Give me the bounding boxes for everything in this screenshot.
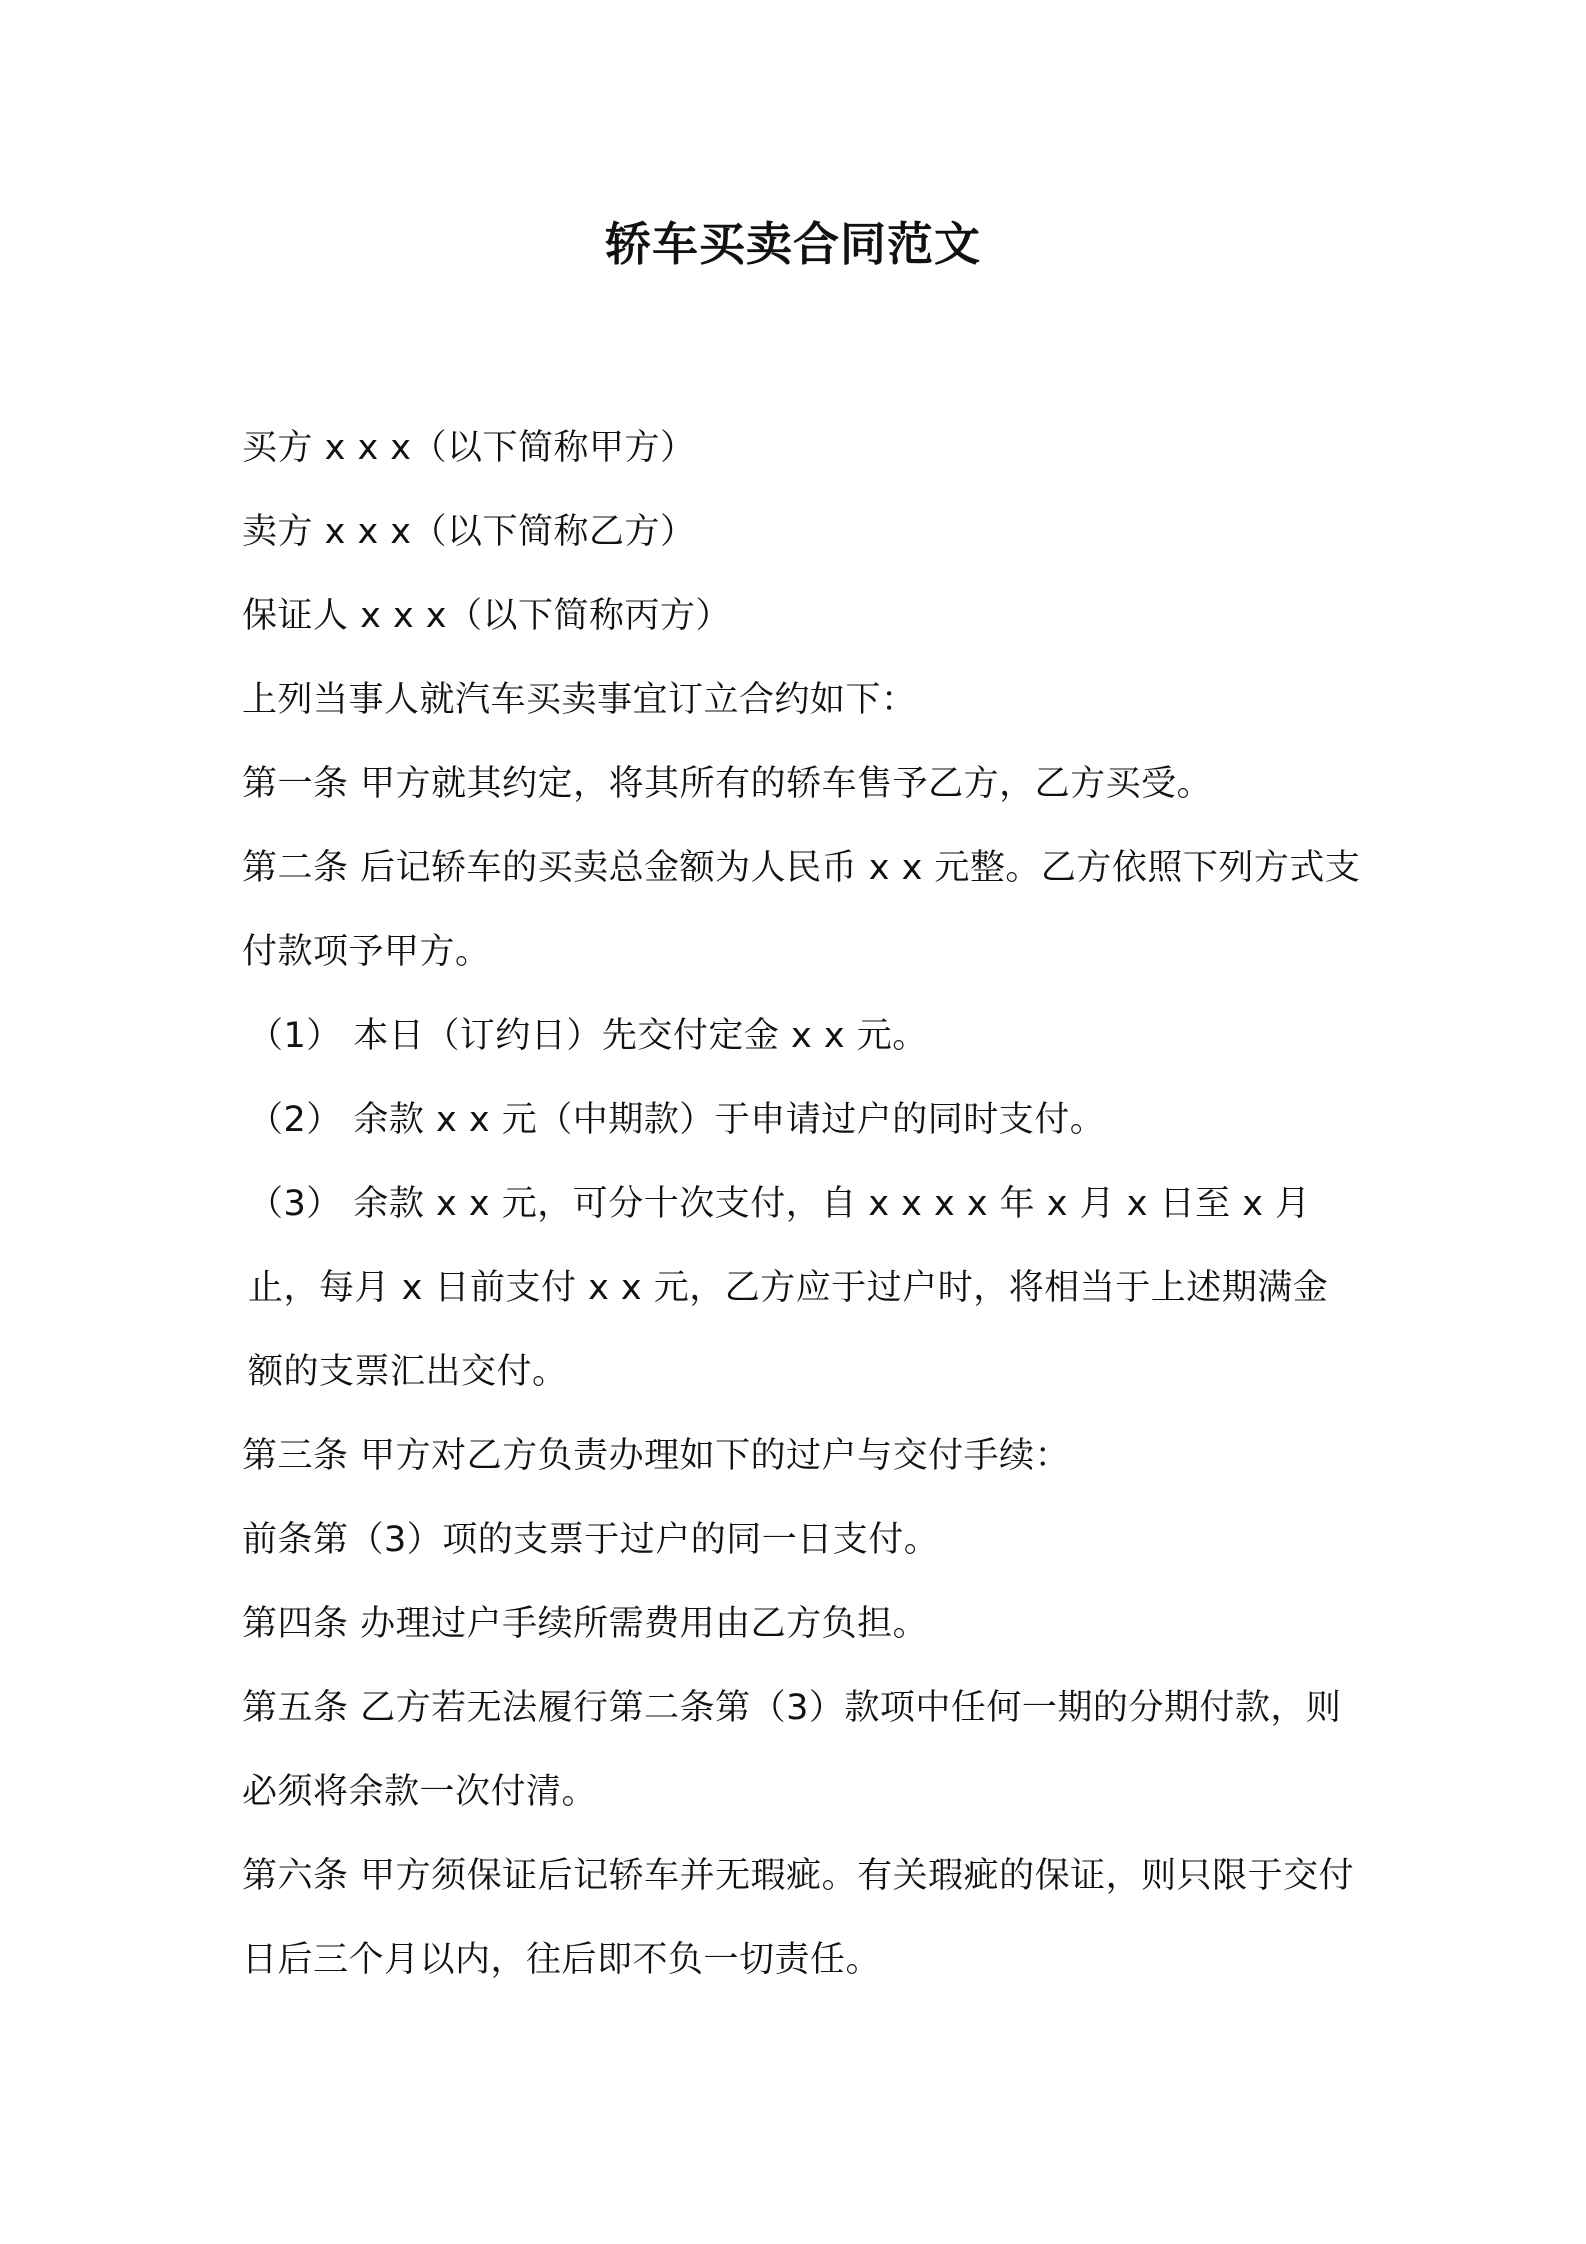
document-body bbox=[242, 406, 1362, 2002]
paragraph-article-6: 第六条 甲方须保证后记轿车并无瑕疵。有关瑕疵的保证，则只限于交付日后三个月以内，往后即不负一切责任。 bbox=[242, 1856, 1355, 1980]
paragraph-article-3-detail: 前条第（3）项的支票于过户的同一日支付。 bbox=[242, 1520, 940, 1560]
paragraph-article-2: 第二条 后记轿车的买卖总金额为人民币 x x 元整。乙方依照下列方式支付款项予甲方。 bbox=[242, 848, 1361, 972]
paragraph-article-1: 第一条 甲方就其约定，将其所有的轿车售予乙方，乙方买受。 bbox=[242, 764, 1213, 804]
paragraph-item-2: （2） 余款 x x 元（中期款）于申请过户的同时支付。 bbox=[248, 1100, 1106, 1140]
paragraph-article-4: 第四条 办理过户手续所需费用由乙方负担。 bbox=[242, 1604, 929, 1644]
paragraph-article-3: 第三条 甲方对乙方负责办理如下的过户与交付手续： bbox=[242, 1436, 1071, 1476]
paragraph-article-5: 第五条 乙方若无法履行第二条第（3）款项中任何一期的分期付款，则必须将余款一次付清。 bbox=[242, 1688, 1342, 1812]
paragraph-seller: 卖方 x x x（以下简称乙方） bbox=[242, 512, 696, 552]
document-title: 轿车买卖合同范文 bbox=[605, 217, 981, 271]
paragraph-guarantor: 保证人 x x x（以下简称丙方） bbox=[242, 596, 732, 636]
paragraph-preamble: 上列当事人就汽车买卖事宜订立合约如下： bbox=[242, 680, 917, 720]
paragraph-item-3: （3） 余款 x x 元，可分十次支付，自 x x x x 年 x 月 x 日至 x 月止，每月 x 日前支付 x x 元，乙方应于过户时，将相当于上述期满金额的支票汇出交付。 bbox=[248, 1184, 1329, 1392]
paragraph-buyer: 买方 x x x（以下简称甲方） bbox=[242, 428, 696, 468]
paragraph-item-1: （1） 本日（订约日）先交付定金 x x 元。 bbox=[248, 1016, 928, 1056]
